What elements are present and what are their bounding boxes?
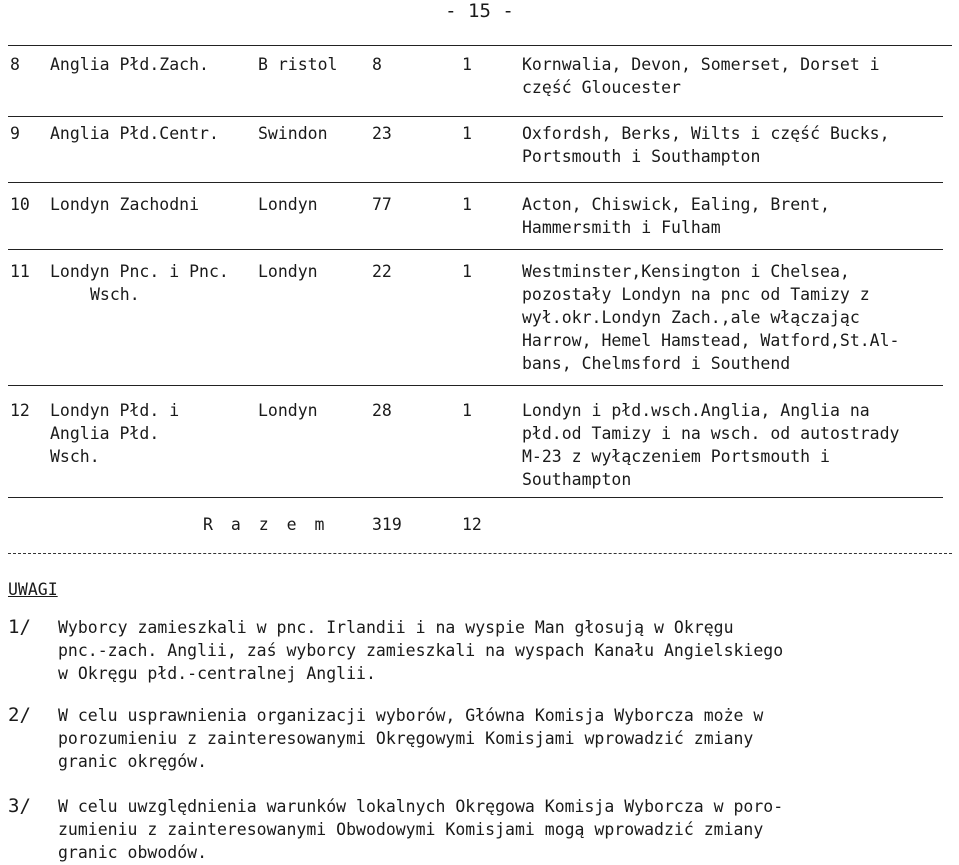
district-region	[50, 260, 229, 306]
district-city: Swindon	[258, 124, 328, 143]
row-rule	[8, 497, 943, 498]
area-line: pozostały Londyn na pnc od Tamizy z	[522, 285, 870, 304]
note-line: pnc.-zach. Anglii, zaś wyborcy zamieszkali na wyspach Kanału Angielskiego	[58, 641, 784, 660]
seats-count: 8	[372, 55, 382, 74]
area-line: Southampton	[522, 470, 632, 489]
area-line: Westminster,Kensington i Chelsea,	[522, 262, 850, 281]
note-line: granic obwodów.	[58, 843, 208, 862]
region-line: Londyn Pnc. i Pnc.	[50, 262, 229, 281]
note-number: 2/	[8, 704, 31, 726]
note-line: granic okręgów.	[58, 752, 208, 771]
district-number: 11	[10, 262, 30, 281]
page-number: - 15 -	[445, 0, 514, 22]
district-region	[50, 399, 179, 468]
seats-count: 22	[372, 262, 392, 281]
seats-count: 28	[372, 401, 392, 420]
region-line: Londyn Płd. i	[50, 401, 180, 420]
region-line: Anglia Płd.	[50, 424, 160, 443]
note-line: W celu uwzględnienia warunków lokalnych Okręgowa Komisja Wyborcza w poro-	[58, 797, 784, 816]
district-number: 10	[10, 195, 30, 214]
total-lists: 12	[462, 515, 482, 534]
note-line: Wyborcy zamieszkali w pnc. Irlandii i na wyspie Man głosują w Okręgu	[58, 618, 734, 637]
area-line: Oxfordsh, Berks, Wilts i część Bucks,	[522, 124, 890, 143]
area-line: Kornwalia, Devon, Somerset, Dorset i	[522, 55, 880, 74]
row-rule	[8, 182, 943, 183]
area-line: część Gloucester	[522, 78, 681, 97]
note-text	[58, 795, 938, 864]
area-line: Acton, Chiswick, Ealing, Brent,	[522, 195, 830, 214]
region-line: Londyn Zachodni	[50, 195, 200, 214]
district-city: Londyn	[258, 195, 318, 214]
district-city: Londyn	[258, 401, 318, 420]
region-line: Anglia Płd.Zach.	[50, 55, 209, 74]
row-rule	[8, 116, 943, 117]
district-number: 9	[10, 124, 20, 143]
area-line: Harrow, Hemel Hamstead, Watford,St.Al-	[522, 331, 900, 350]
area-line: Londyn i płd.wsch.Anglia, Anglia na	[522, 401, 870, 420]
note-number: 1/	[8, 616, 31, 638]
area-line: Hammersmith i Fulham	[522, 218, 721, 237]
area-line: M-23 z wyłączeniem Portsmouth i	[522, 447, 830, 466]
lists-count: 1	[462, 262, 472, 281]
area-line: bans, Chelmsford i Southend	[522, 354, 791, 373]
lists-count: 1	[462, 195, 472, 214]
total-seats: 319	[372, 515, 402, 534]
region-line: Anglia Płd.Centr.	[50, 124, 219, 143]
area-line: wył.okr.Londyn Zach.,ale włączając	[522, 308, 860, 327]
region-line: Wsch.	[50, 447, 100, 466]
note-line: W celu usprawnienia organizacji wyborów, Główna Komisja Wyborcza może w	[58, 706, 764, 725]
total-label: R a z e m	[203, 515, 329, 534]
note-line: porozumieniu z zainteresowanymi Okręgowymi Komisjami wprowadzić zmiany	[58, 729, 754, 748]
district-number: 8	[10, 55, 20, 74]
row-rule	[8, 385, 943, 386]
area-line: Portsmouth i Southampton	[522, 147, 761, 166]
district-area	[522, 122, 890, 168]
note-text	[58, 704, 938, 773]
seats-count: 23	[372, 124, 392, 143]
district-region	[50, 53, 209, 76]
table-top-rule	[8, 45, 952, 46]
region-line: Wsch.	[90, 285, 140, 304]
district-area	[522, 260, 900, 375]
district-area	[522, 53, 880, 99]
seats-count: 77	[372, 195, 392, 214]
district-area	[522, 399, 900, 491]
district-city: Londyn	[258, 262, 318, 281]
area-line: płd.od Tamizy i na wsch. od autostrady	[522, 424, 900, 443]
district-number: 12	[10, 401, 30, 420]
lists-count: 1	[462, 55, 472, 74]
note-line: w Okręgu płd.-centralnej Anglii.	[58, 664, 376, 683]
district-area	[522, 193, 830, 239]
district-region	[50, 193, 199, 216]
lists-count: 1	[462, 401, 472, 420]
lists-count: 1	[462, 124, 472, 143]
note-line: zumieniu z zainteresowanymi Obwodowymi Komisjami mogą wprowadzić zmiany	[58, 820, 764, 839]
note-number: 3/	[8, 795, 31, 817]
note-text	[58, 616, 938, 685]
notes-heading: UWAGI	[8, 580, 58, 599]
district-region	[50, 122, 219, 145]
row-rule	[8, 249, 943, 250]
district-city: B ristol	[258, 55, 338, 74]
table-bottom-dashed-rule	[8, 553, 952, 554]
